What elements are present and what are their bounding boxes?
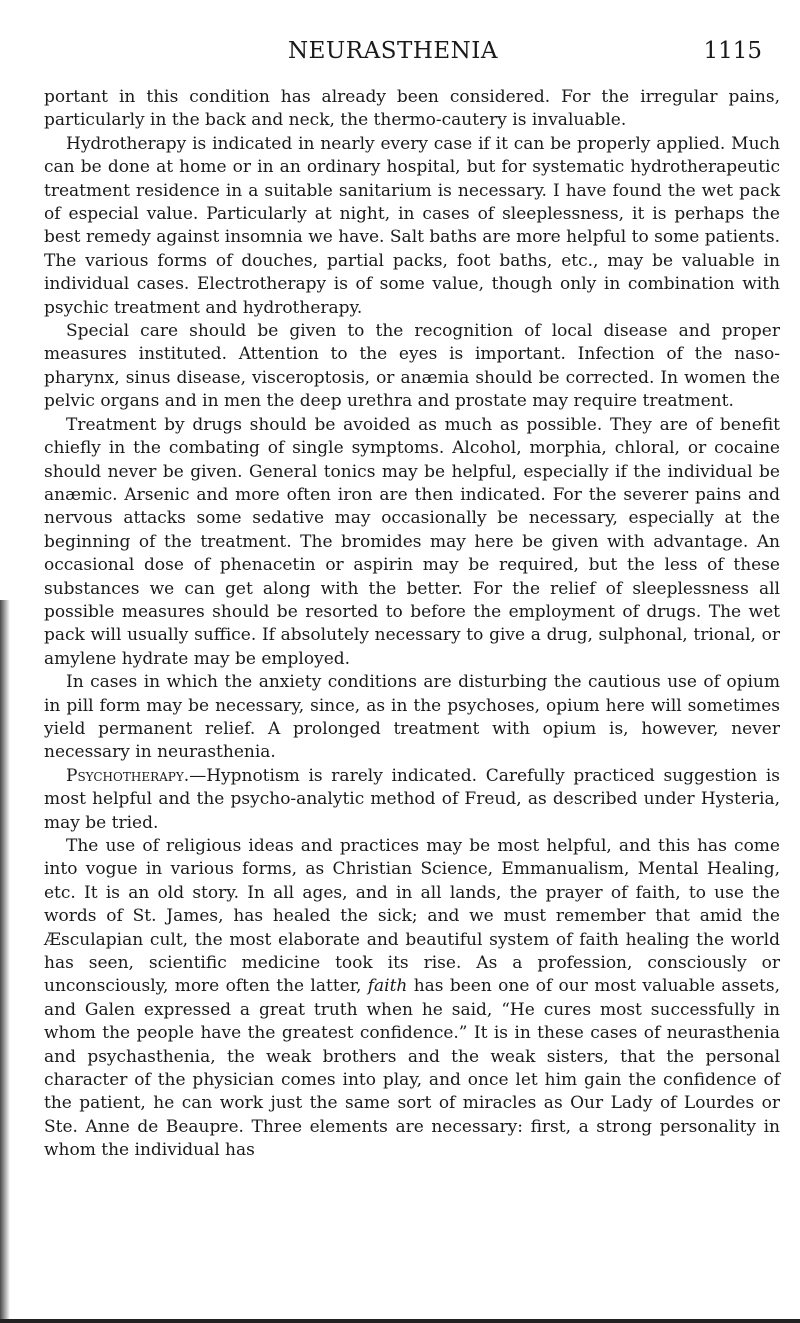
page-bottom-edge — [0, 1319, 800, 1323]
paragraph: Treatment by drugs should be avoided as much as possible. They are of benefit chiefly in the combating of single symptoms. Alcohol, morphia, chloral, or cocaine should never be given. General tonics may be helpful, especially if the individual be anæmic. Arsenic and more often iron are then indicated. For the severer pains and nervous attacks some sedative may occasionally be necessary, especially at the beginning of the treatment. The bromides may here be given with advantage. An occasional dose of phenacetin or aspirin may be required, but the less of these substances we can get along with the better. For the relief of sleeplessness all possible measures should be resorted to before the employment of drugs. The wet pack will usually suffice. If absolutely necessary to give a drug, sulphonal, trional, or amylene hydrate may be employed. — [44, 414, 780, 669]
paragraph: Hydrotherapy is indicated in nearly every case if it can be properly applied. Much can be done at home or in an ordinary hospital, but for systematic hydrotherapeutic treatment residence in a suitable sanitarium is necessary. I have found the wet pack of especial value. Particularly at night, in cases of sleeplessness, it is perhaps the best remedy against insomnia we have. Salt baths are more helpful to some patients. The various forms of douches, partial packs, foot baths, etc., may be valuable in individual cases. Electrotherapy is of some value, though only in combination with psychic treatment and hydrotherapy. — [44, 133, 780, 318]
body-text — [44, 86, 780, 1163]
paragraph: In cases in which the anxiety conditions are disturbing the cautious use of opium in pill form may be necessary, since, as in the psychoses, opium here will sometimes yield permanent relief. A prolonged treatment with opium is, however, never necessary in neurasthenia. — [44, 672, 780, 763]
section-heading: Psychotherapy. — [66, 765, 190, 786]
paragraph: portant in this condition has already been considered. For the irregular pains, particularly in the back and neck, the thermo-cautery is invaluable. — [44, 87, 780, 131]
paragraph-text: has been one of our most valuable assets, and Galen expressed a great truth when he said, “He cures most successfully in whom the people have the greatest confidence.” It is in these cases of neurasthenia and psychasthenia, the weak brothers and the weak sisters, that the personal character of the physician comes into play, and once let him gain the confidence of the patient, he can work just the same sort of miracles as Our Lady of Lourdes or Ste. Anne de Beaupre. Three elements are necessary: first, a strong personality in whom the individual has — [44, 976, 781, 1161]
running-header — [0, 38, 800, 68]
page-number: 1115 — [703, 38, 762, 64]
paragraph — [44, 835, 780, 1163]
emphasis-text: faith — [367, 976, 408, 997]
paragraph — [44, 765, 780, 835]
running-title: NEURASTHENIA — [288, 38, 498, 64]
page-edge-shadow — [0, 600, 10, 1323]
paragraph: Special care should be given to the recognition of local disease and proper measures instituted. Attention to the eyes is important. Infection of the naso-pharynx, sinus disease, visceroptosis, or anæmia should be corrected. In women the pelvic organs and in men the deep urethra and prostate may require treatment. — [44, 321, 780, 412]
paragraph-text: —Hypnotism is rarely indicated. Carefully practiced suggestion is most helpful and the psycho-analytic method of Freud, as described under Hysteria, may be tried. — [44, 765, 780, 833]
paragraph-text: The use of religious ideas and practices may be most helpful, and this has come into vogue in various forms, as Christian Science, Emmanualism, Mental Healing, etc. It is an old story. In all ages, and in all lands, the prayer of faith, to use the words of St. James, has healed the sick; and we must remember that amid the Æsculapian cult, the most elaborate and beautiful system of faith healing the world has seen, scientific medicine took its rise. As a profession, consciously or unconsciously, more often the latter, — [44, 836, 780, 997]
